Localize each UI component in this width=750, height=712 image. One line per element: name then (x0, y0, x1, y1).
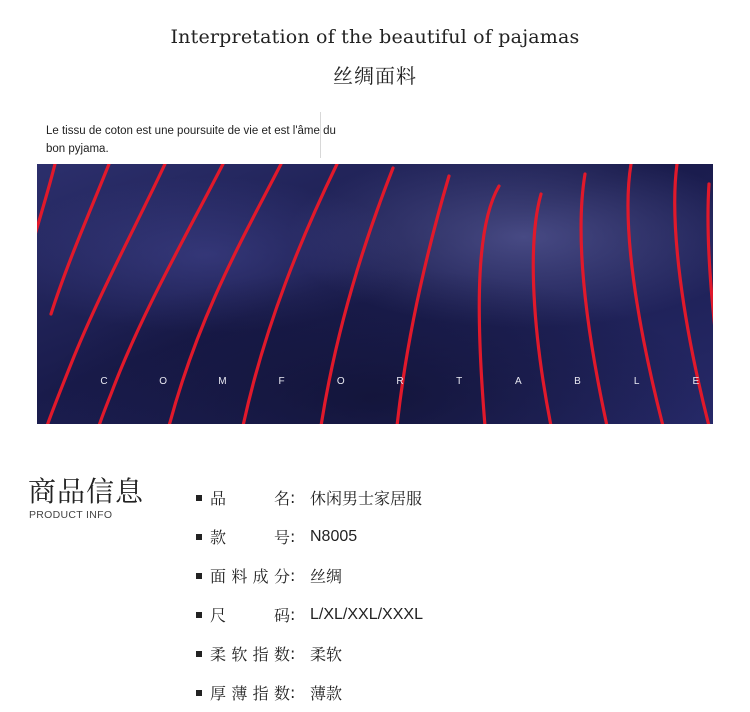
spec-label (210, 681, 290, 704)
spec-label (210, 642, 290, 665)
spec-label-char: 成 (252, 567, 269, 586)
overlay-letter: E (692, 376, 700, 387)
overlay-letter: L (633, 376, 640, 387)
spec-label-char: 软 (231, 645, 248, 664)
spec-label-char: 薄 (231, 684, 248, 703)
spec-label-char: 指 (252, 684, 269, 703)
spec-value: 薄款 (310, 686, 343, 703)
spec-label-char: 面 (210, 567, 227, 586)
spec-value: 丝绸 (310, 569, 343, 586)
overlay-letter: M (218, 376, 227, 387)
overlay-letter: B (574, 376, 581, 387)
overlay-letter: T (456, 376, 463, 387)
spec-label (210, 486, 290, 509)
spec-label (210, 525, 290, 548)
square-bullet-icon (196, 690, 202, 696)
spec-colon: : (290, 683, 296, 702)
square-bullet-icon (196, 651, 202, 657)
spec-label-char: 料 (231, 567, 248, 586)
square-bullet-icon (196, 495, 202, 501)
spec-label (210, 603, 290, 626)
spec-label-char: 号 (273, 528, 290, 547)
spec-label-char: 尺 (210, 606, 227, 625)
fabric-image (37, 164, 713, 424)
spec-label-char: 数 (273, 645, 290, 664)
page-title-english: Interpretation of the beautiful of pajamas (170, 26, 580, 48)
spec-label-char: 名 (273, 489, 290, 508)
spec-row (196, 595, 716, 634)
overlay-letter: F (278, 376, 285, 387)
square-bullet-icon (196, 573, 202, 579)
spec-label-char: 分 (273, 567, 290, 586)
spec-label (210, 564, 290, 587)
spec-label-char: 品 (210, 489, 227, 508)
spec-label-char: 数 (273, 684, 290, 703)
product-info-title: 商品信息 (28, 475, 145, 508)
spec-row (196, 673, 716, 712)
spec-label-char: 指 (252, 645, 269, 664)
spec-row (196, 517, 716, 556)
page-title-chinese: 丝绸面料 (333, 64, 417, 88)
spec-colon: : (290, 644, 296, 663)
spec-label-char: 柔 (210, 645, 227, 664)
spec-label-char: 厚 (210, 684, 227, 703)
spec-colon: : (290, 605, 296, 624)
square-bullet-icon (196, 534, 202, 540)
spec-colon: : (290, 566, 296, 585)
spec-colon: : (290, 488, 296, 507)
spec-label-char: 码 (273, 606, 290, 625)
spec-value: L/XL/XXL/XXXL (310, 605, 423, 623)
overlay-letter: C (100, 376, 108, 387)
overlay-letter: O (336, 376, 345, 387)
spec-value: 柔软 (310, 647, 343, 664)
square-bullet-icon (196, 612, 202, 618)
overlay-letter: A (514, 376, 522, 387)
spec-colon: : (290, 527, 296, 546)
spec-value: 休闲男士家居服 (310, 491, 423, 508)
spec-label-char: 款 (210, 528, 227, 547)
spec-row (196, 556, 716, 595)
overlay-letter: O (159, 376, 168, 387)
spec-value: N8005 (310, 527, 358, 545)
spec-row (196, 478, 716, 517)
product-info-subtitle: PRODUCT INFO (29, 509, 113, 521)
spec-row (196, 634, 716, 673)
overlay-letter: R (396, 376, 404, 387)
comfortable-overlay-text (37, 376, 713, 392)
product-spec-list (196, 478, 716, 712)
intro-text: Le tissu de coton est une poursuite de vie et est l'âme du bon pyjama. (46, 125, 336, 155)
